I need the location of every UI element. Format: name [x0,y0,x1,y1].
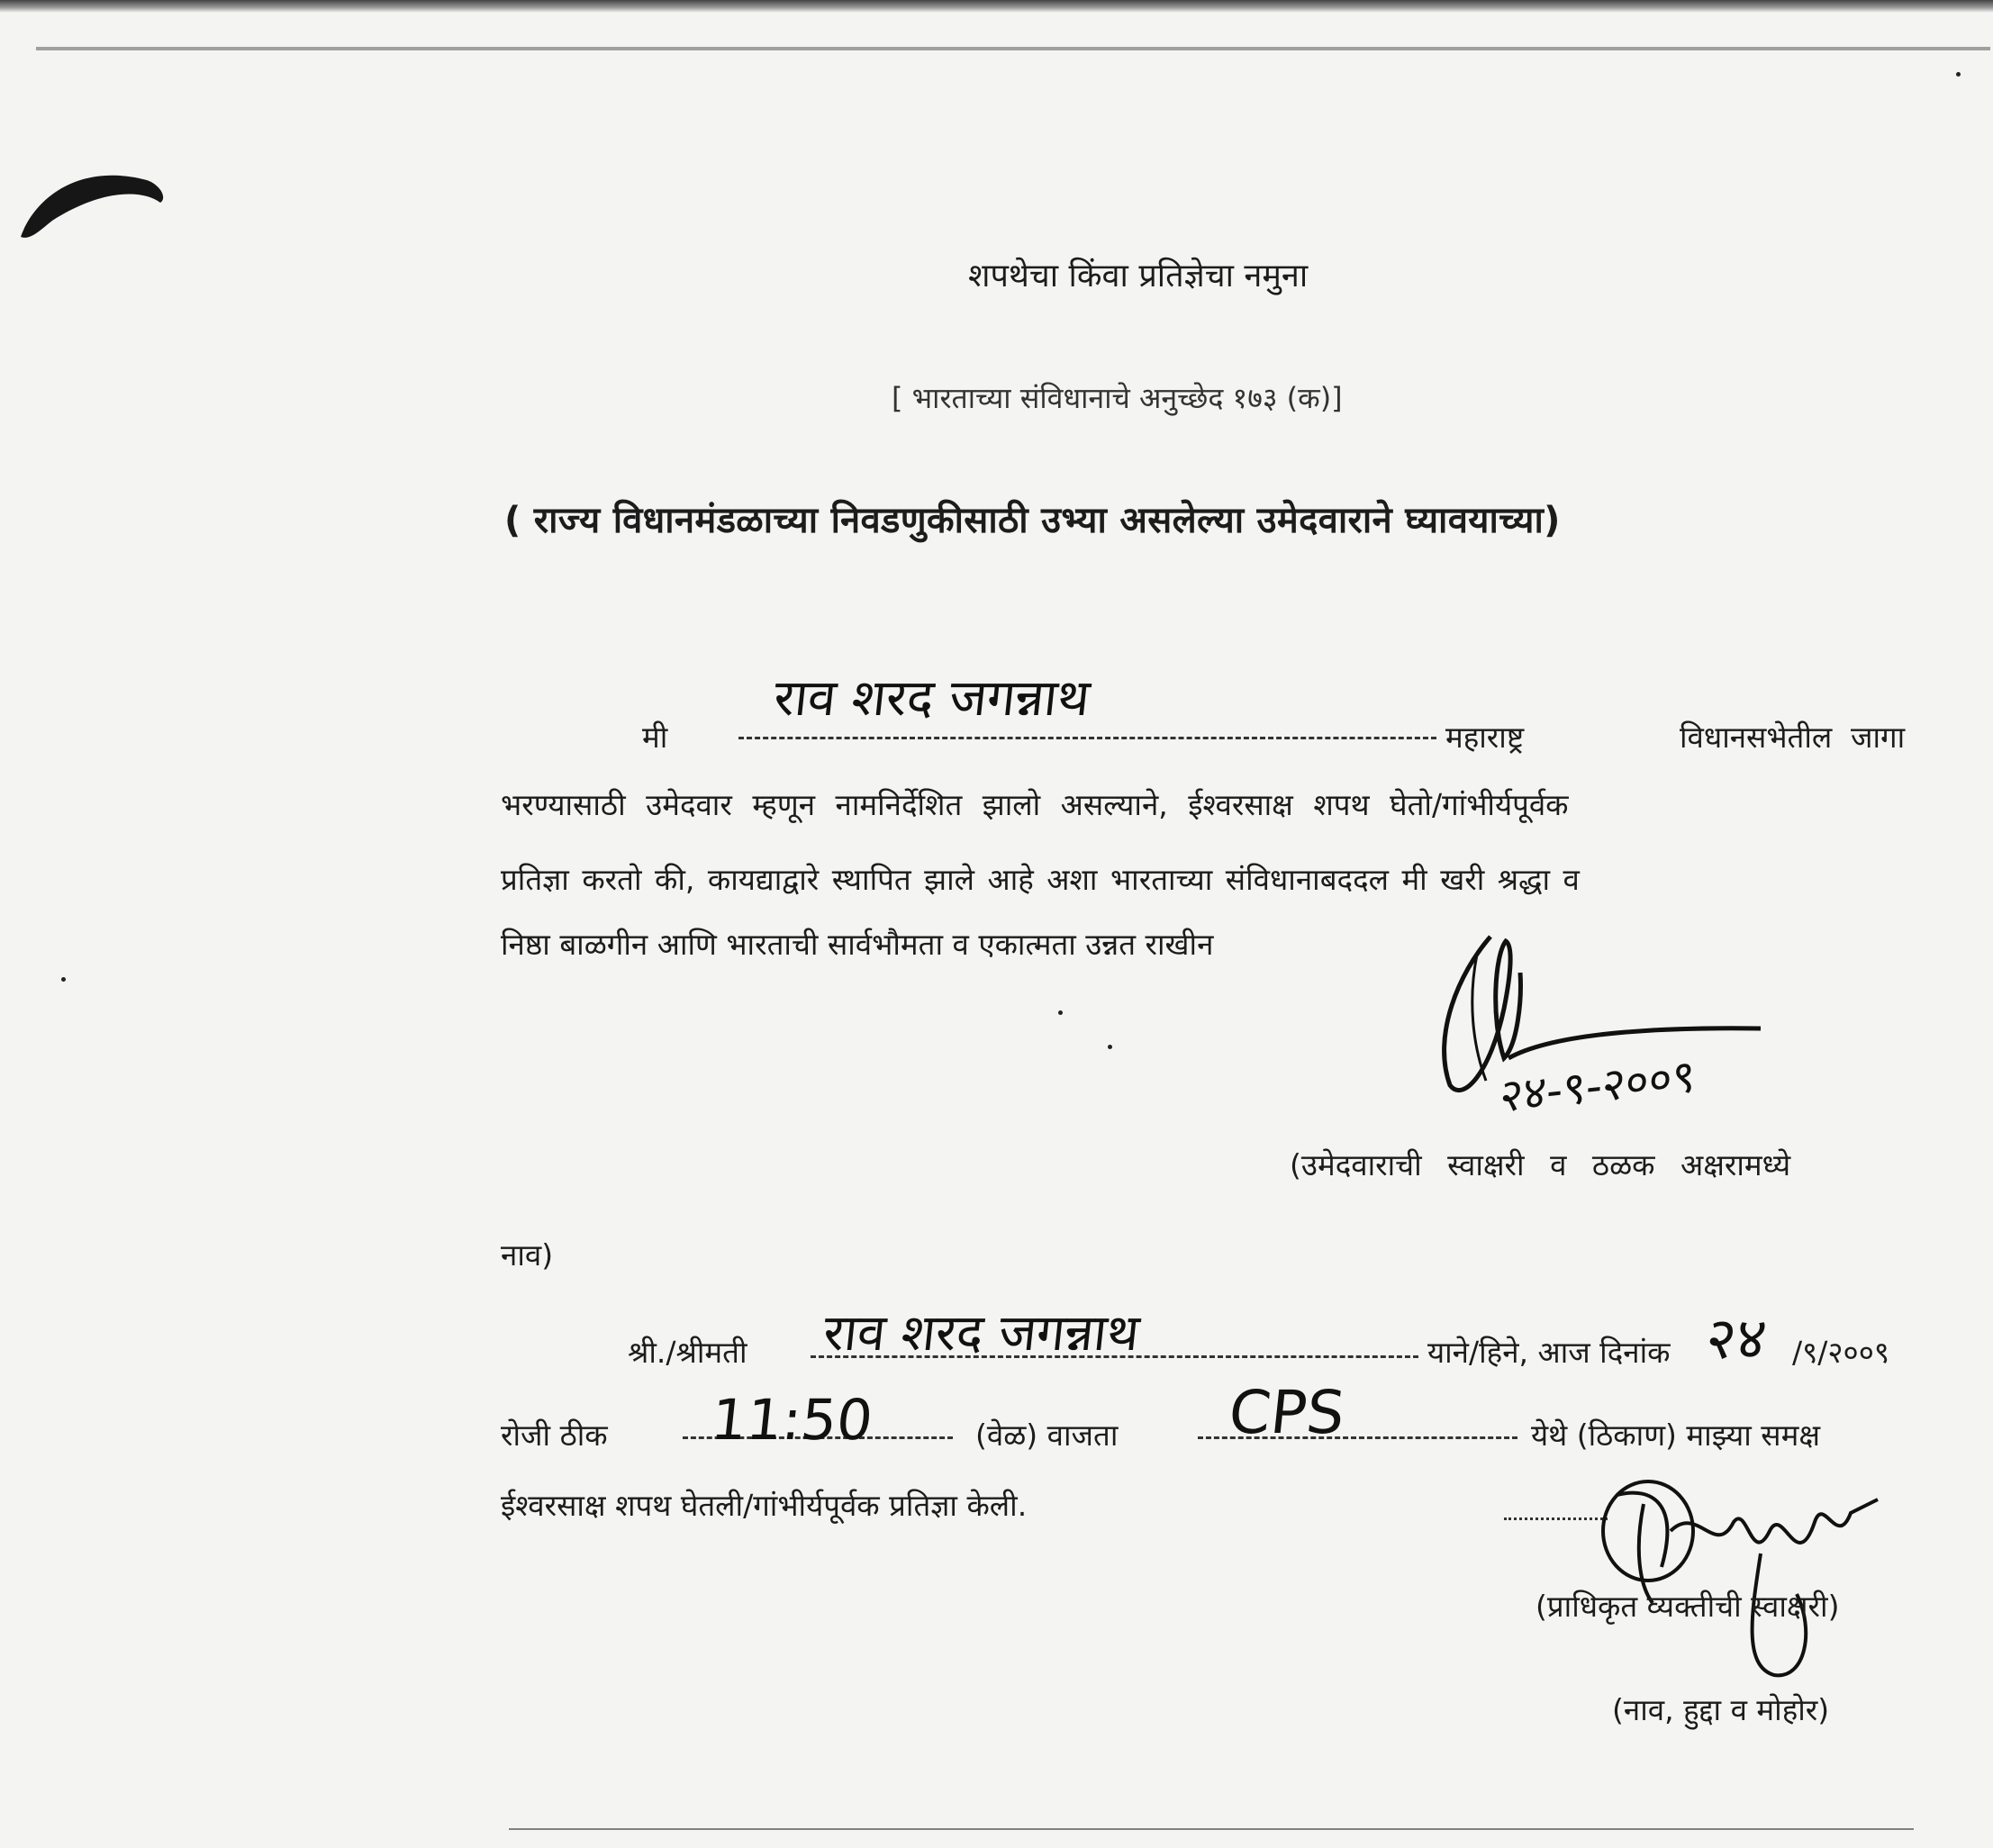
handwritten-signature-date: २४-९-२००९ [1499,1049,1697,1123]
printed-month-year: /९/२००९ [1792,1335,1890,1370]
place-label: येथे (ठिकाण) माझ्या समक्ष [1531,1418,1820,1453]
time-label: (वेळ) वाजता [975,1418,1119,1453]
speck [1108,1045,1112,1049]
handwritten-place: CPS [1225,1378,1348,1447]
scan-edge-shadow [0,0,1993,13]
speck [1956,72,1961,77]
oath-state: महाराष्ट्र [1445,720,1525,755]
roji-label: रोजी ठीक [501,1418,608,1453]
ink-blot-mark [16,158,169,243]
yanni-date-label: याने/हिने, आज दिनांक [1427,1335,1671,1370]
name-caption-continued: नाव) [501,1237,554,1273]
attestation-line-3: ईश्वरसाक्ष शपथ घेतली/गांभीर्यपूर्वक प्रतिज्ञा केली. [501,1488,1028,1523]
authority-signature [1581,1468,1905,1684]
scan-edge-line [36,47,1990,50]
speck [1058,1010,1063,1015]
speck [61,977,66,982]
oath-prefix: मी [642,720,668,755]
authority-details-caption: (नाव, हुद्दा व मोहोर) [1612,1692,1830,1727]
handwritten-day: २४ [1702,1306,1771,1372]
form-subtitle: ( राज्य विधानमंडळाच्या निवडणुकीसाठी उभ्या असलेल्या उमेदवाराने घ्यावयाच्या) [504,500,1561,541]
oath-line-4: निष्ठा बाळगीन आणि भारताची सार्वभौमता व एकात्मता उन्नत राखीन [501,927,1214,962]
handwritten-time: 11:50 [708,1387,876,1453]
oath-seat: जागा [1851,720,1906,755]
candidate-signature-caption: (उमेदवाराची स्वाक्षरी व ठळक अक्षरामध्ये [1290,1147,1791,1182]
oath-assembly: विधानसभेतील [1680,720,1833,755]
oath-line-3: प्रतिज्ञा करतो की, कायद्याद्वारे स्थापित झाले आहे अशा भारताच्या संविधानाबददल मी खरी श्रद्धा व [501,862,1580,897]
candidate-name-blank [738,737,1436,739]
bottom-rule [509,1828,1914,1830]
handwritten-attested-name: राव शरद जगन्नाथ [820,1304,1143,1363]
oath-line-2: भरण्यासाठी उमेदवार म्हणून नामनिर्देशित झालो असल्याने, ईश्वरसाक्ष शपथ घेतो/गांभीर्यपूर्वक [501,787,1569,822]
handwritten-candidate-name: राव शरद जगन्नाथ [771,669,1093,728]
authority-signature-caption: (प्राधिकृत व्यक्तीची स्वाक्षरी) [1536,1589,1840,1624]
constitution-reference: [ भारताच्या संविधानाचे अनुच्छेद १७३ (क)] [892,381,1343,415]
form-title: शपथेचा किंवा प्रतिज्ञेचा नमुना [968,258,1309,294]
shri-shrimati-label: श्री./श्रीमती [628,1335,747,1370]
